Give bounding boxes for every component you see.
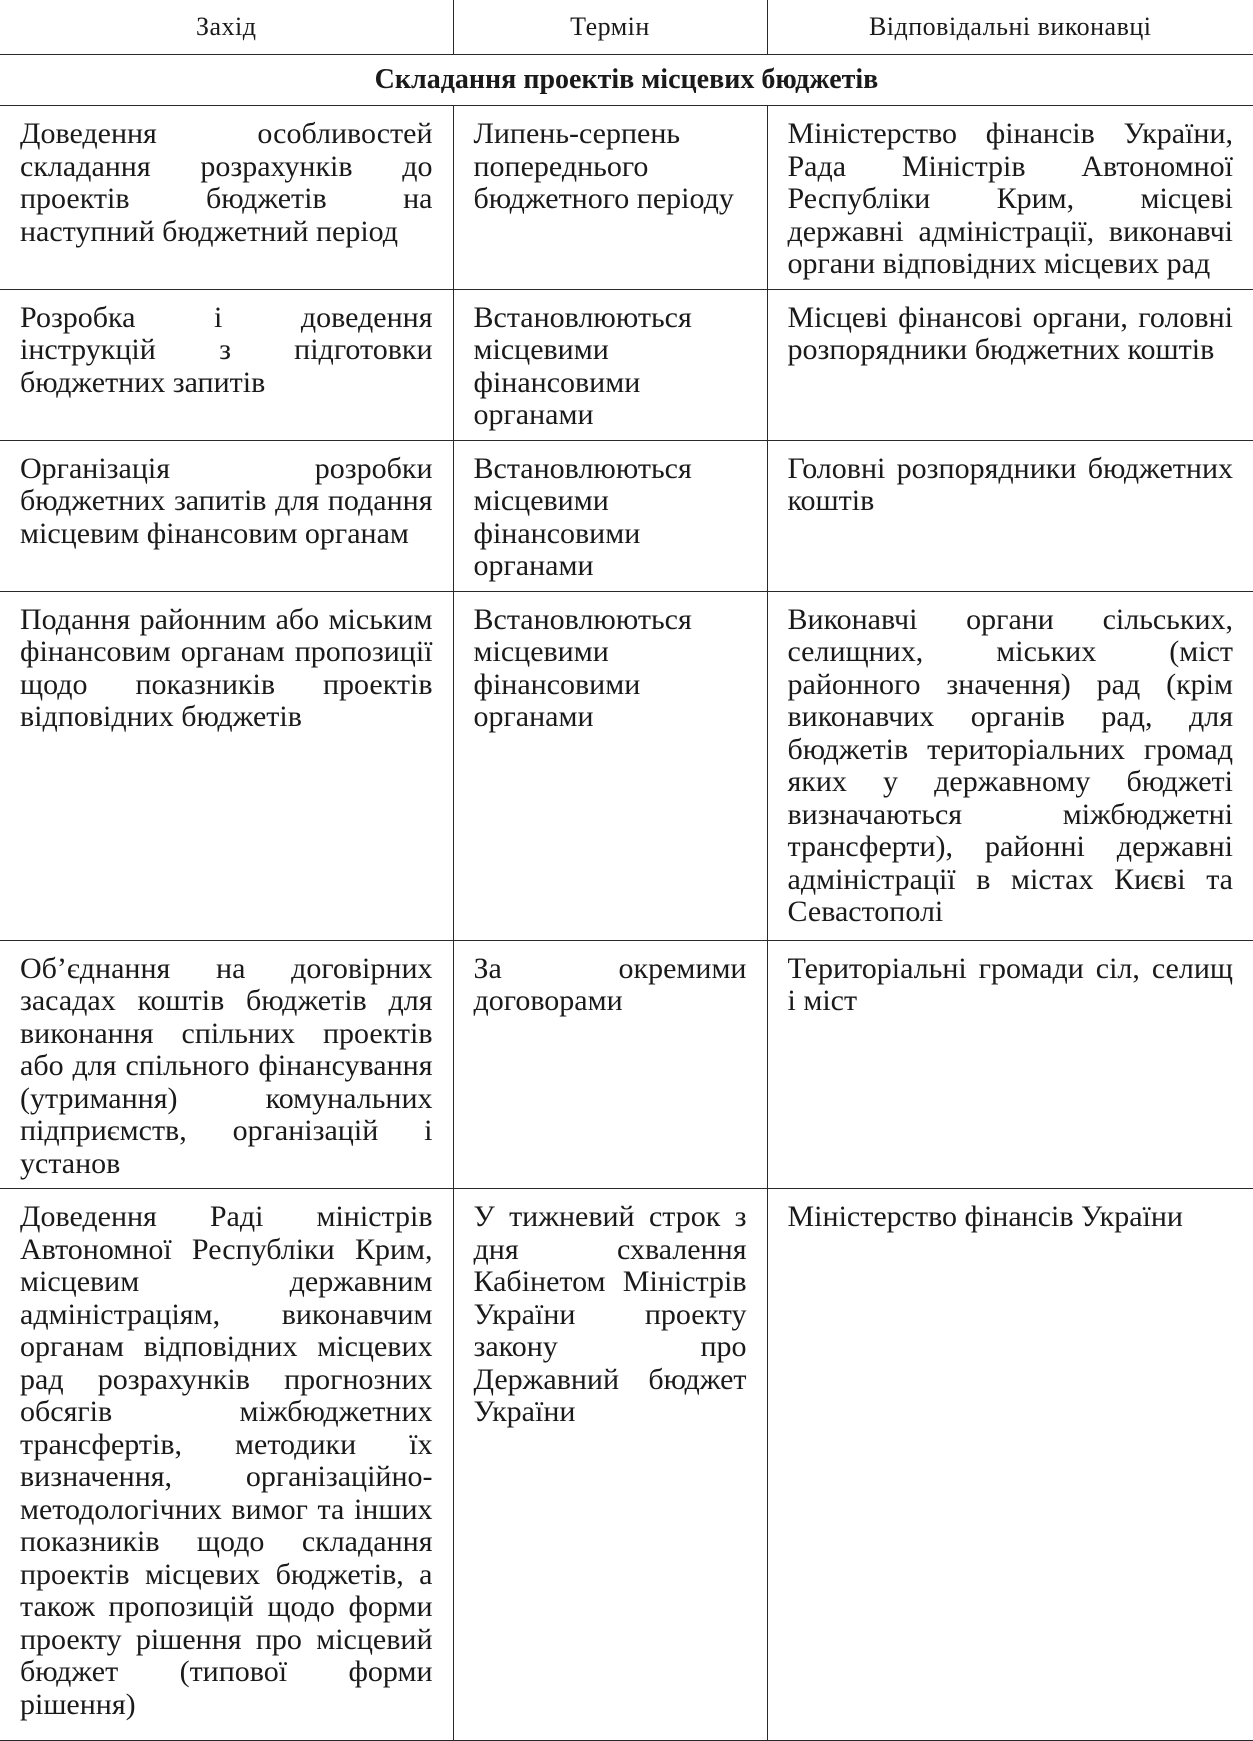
header-measure: Захід	[0, 0, 453, 55]
section-title: Складання проектів місцевих бюджетів	[0, 55, 1253, 106]
table-row	[0, 440, 1253, 591]
measure-text: Організація розробки бюджетних запитів для подання місцевим фінансовим органам	[0, 441, 453, 559]
measure-text: Доведення Раді міністрів Автономної Республіки Крим, місцевим державним адміністраціям, виконавчим органам відповідних місцевих рад розрахунків прогнозних обсягів міжбюджетних трансфертів, методики їх визначення, організаційно-методологічних вимог та інших показників щодо складання проектів місцевих бюджетів, а також пропозицій щодо форми проекту рішення про місцевий бюджет (типової форми рішення)	[0, 1189, 453, 1729]
table-row	[0, 289, 1253, 440]
term-text: Встановлюються місцевими фінансовими органами	[454, 592, 767, 742]
term-cell	[453, 106, 767, 290]
measure-cell	[0, 440, 453, 591]
term-cell	[453, 1189, 767, 1741]
table-row	[0, 591, 1253, 940]
measure-cell	[0, 106, 453, 290]
measure-cell	[0, 1189, 453, 1741]
section-row	[0, 55, 1253, 106]
table-row	[0, 106, 1253, 290]
measure-cell	[0, 940, 453, 1189]
term-cell	[453, 940, 767, 1189]
table-row	[0, 940, 1253, 1189]
executors-text: Міністерство фінансів України, Рада Міністрів Автономної Республіки Крим, місцеві державні адміністрації, виконавчі органи відповідних місцевих рад	[768, 106, 1253, 289]
executors-text: Територіальні громади сіл, селищ і міст	[768, 941, 1253, 1026]
measure-cell	[0, 289, 453, 440]
term-cell	[453, 440, 767, 591]
measure-text: Подання районним або міським фінансовим органам пропозиції щодо показників проектів відповідних бюджетів	[0, 592, 453, 742]
term-text: У тижневий строк з дня схвалення Кабінетом Міністрів України проекту закону про Державний бюджет України	[454, 1189, 767, 1437]
measure-text: Доведення особливостей складання розрахунків до проектів бюджетів на наступний бюджетний період	[0, 106, 453, 256]
executors-text: Місцеві фінансові органи, головні розпорядники бюджетних коштів	[768, 290, 1253, 375]
executors-cell	[767, 106, 1253, 290]
table-row	[0, 1189, 1253, 1741]
header-term: Термін	[453, 0, 767, 55]
executors-cell	[767, 591, 1253, 940]
executors-cell	[767, 940, 1253, 1189]
term-cell	[453, 591, 767, 940]
term-text: Встановлюються місцевими фінансовими органами	[454, 441, 767, 591]
term-text: Липень-серпень попереднього бюджетного періоду	[454, 106, 767, 224]
measure-text: Розробка і доведення інструкцій з підготовки бюджетних запитів	[0, 290, 453, 408]
header-executors: Відповідальні виконавці	[767, 0, 1253, 55]
measure-text: Об’єднання на договірних засадах коштів бюджетів для виконання спільних проектів або для спільного фінансування (утримання) комунальних підприємств, організацій і установ	[0, 941, 453, 1189]
measure-cell	[0, 591, 453, 940]
executors-text: Виконавчі органи сільських, селищних, міських (міст районного значення) рад (крім виконавчих органів рад, для бюджетів територіальних громад яких у державному бюджеті визначаються міжбюджетні трансферти), районні державні адміністрації в містах Києві та Севастополі	[768, 592, 1253, 937]
executors-cell	[767, 289, 1253, 440]
term-cell	[453, 289, 767, 440]
term-text: Встановлюються місцевими фінансовими органами	[454, 290, 767, 440]
executors-cell	[767, 440, 1253, 591]
executors-text: Головні розпорядники бюджетних коштів	[768, 441, 1253, 526]
table-header-row	[0, 0, 1253, 55]
executors-cell	[767, 1189, 1253, 1741]
executors-text: Міністерство фінансів України	[768, 1189, 1253, 1242]
term-text: За окремими договорами	[454, 941, 767, 1026]
